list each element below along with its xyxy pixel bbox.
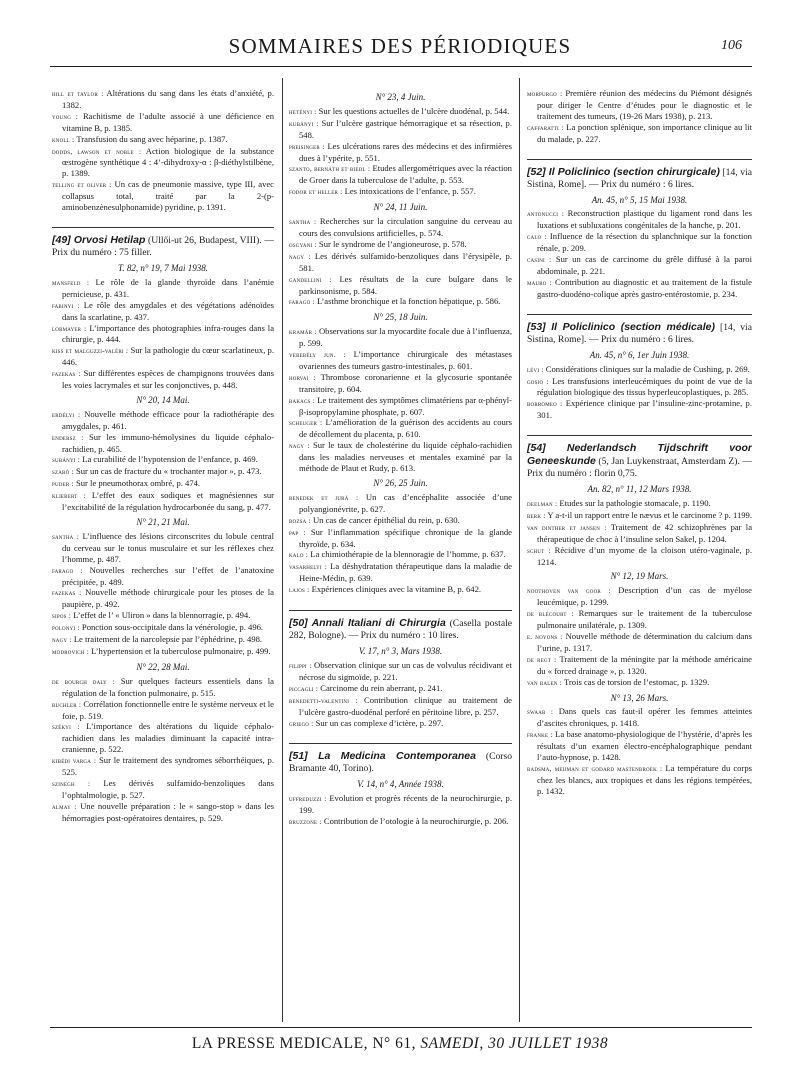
article-title: Le traitement de la narcolepsie par l’éphédrine, p. 498. [73, 634, 263, 645]
journal-details: [14, via Sistina, Rome]. — Prix du numéro : 6 lires. [527, 166, 752, 190]
article-entry [52, 88, 274, 111]
article-title: Un cas d’encéphalite associée d’une polyangionévrite, p. 627. [299, 491, 512, 514]
article-author: bruzzone : [289, 817, 322, 827]
article-entry [52, 111, 274, 134]
article-author: van balen : [527, 677, 562, 687]
article-author: griego : [289, 718, 314, 728]
article-title: Nouvelle méthode efficace pour la radiothérapie des amygdales, p. 461. [62, 408, 274, 431]
article-author: benedek et jurá : [289, 492, 359, 502]
article-title: Thrombose coronarienne et la glycosurie spontanée transitoire, p. 604. [299, 371, 512, 394]
article-entry [52, 432, 274, 455]
article-author: fazekas : [52, 588, 82, 598]
article-entry [52, 676, 274, 699]
article-author: gandellini : [289, 274, 332, 284]
article-entry [289, 251, 512, 274]
article-author: farago : [52, 565, 83, 575]
journal-details: [14, via Sistina, Rome]. — Prix du numéro : 6 lires. [527, 321, 752, 345]
article-title: Première réunion des médecins du Piémont désignés pour diriger le Centre d’études pour le diagnostic et le traitement des tumeurs, (19-26 Mars 1938), p. 213. [537, 88, 752, 121]
article-author: nagy : [289, 441, 310, 451]
page-header [50, 32, 750, 68]
header-rule [50, 66, 752, 67]
article-title: Sur le traitement des syndromes séborrhéiques, p. 525. [62, 755, 274, 778]
article-author: bakacs : [289, 395, 316, 405]
article-entry [289, 492, 512, 515]
page-footer [0, 1035, 800, 1053]
article-author: benedetti-valentini : [289, 695, 358, 705]
article-title: Sur l’ulcère gastrique hémorragique et sa résection, p. 548. [299, 117, 512, 140]
issue-heading: N° 13, 26 Mars. [610, 692, 669, 703]
article-entry [527, 510, 752, 522]
article-author: horvai : [289, 372, 316, 382]
article-title: Etudes allergométriques avec la réaction de Groer dans la tuberculose de l’adulte, p. 553. [299, 163, 512, 186]
article-title: Sur les questions actuelles de l’ulcère duodénal, p. 544. [318, 105, 510, 116]
article-entry [289, 660, 512, 683]
issue-heading: N° 26, 25 Juin. [373, 478, 428, 488]
article-entry [527, 88, 752, 122]
article-author: bozsa : [289, 515, 311, 525]
article-author: deelman : [527, 499, 558, 509]
article-title: Remarques sur le traitement de la tuberculose pulmonaire unilatérale, p. 1309. [537, 608, 752, 631]
article-title: Nouvelle méthode de détermination du calcium dans l’urine, p. 1317. [537, 631, 752, 653]
article-entry [289, 326, 512, 349]
article-author: de blécourt : [527, 609, 574, 619]
article-title: Nouvelle méthode chirurgicale pour les ptoses de la paupière, p. 492. [62, 587, 274, 610]
article-title: Reconstruction plastique du ligament rond dans les luxations et subluxations congénitales de la hanche, p. 201. [537, 208, 752, 231]
footer-publication: LA PRESSE MEDICALE, N° 61, [191, 1035, 417, 1052]
article-entry [527, 729, 752, 763]
article-author: szanto, bernáth et biedl : [289, 164, 371, 174]
article-author: farago : [289, 297, 315, 307]
article-author: schut : [527, 545, 551, 555]
article-title: Sur différentes espèces de champignons trouvées dans les voies lacrymales et sur les conjonctives, p. 448. [62, 368, 274, 391]
article-entry [289, 372, 512, 395]
article-entry [289, 793, 512, 816]
article-title: Etudes sur la pathologie stomacale, p. 1190. [559, 498, 711, 509]
article-title: La base anatomo-physiologique de l’hystérie, d’après les résultats d’un examen électro-encéphalographique pendant l’auto-hypnose, p. 1428. [537, 729, 752, 763]
article-entry [527, 398, 752, 421]
article-title: Les résultats de la cure bulgare dans le parkinsonisme, p. 584. [299, 273, 512, 296]
article-title: Observation clinique sur un cas de volvulus récidivant et nécrose du sigmoïde, p. 221. [299, 659, 512, 682]
article-entry [527, 522, 752, 545]
article-title: Sur quelques facteurs essentiels dans la régulation de la fonction pulmonaire, p. 515. [62, 675, 274, 698]
article-author: swaab : [527, 707, 554, 717]
article-entry [52, 277, 274, 300]
article-entry [527, 677, 752, 689]
article-title: Altérations du sang dans les états d’anxiété, p. 1382. [62, 88, 274, 110]
article-title: Trois cas de torsion de l’estomac, p. 1329. [563, 676, 710, 687]
article-author: fazekas : [52, 369, 81, 379]
issue-heading: N° 24, 11 Juin. [373, 202, 428, 213]
article-author: modrovich : [52, 646, 90, 656]
article-title: Le rôle de la glande thyroïde dans l’anémie pernicieuse, p. 431. [62, 276, 274, 299]
article-author: franke : [527, 730, 553, 740]
journal-name: [52] Il Policlinico (section chirurgicale) [527, 165, 720, 178]
article-title: La curabilité de l’hypotension de l’enfance, p. 469. [82, 454, 258, 465]
article-author: fodor et heller : [289, 187, 343, 197]
article-title: Sur l’inflammation spécifique chronique de la glande thyroïde, p. 634. [299, 526, 512, 549]
article-entry [289, 695, 512, 718]
issue-heading: An. 45, n° 5, 15 Mai 1938. [591, 194, 688, 205]
article-author: mansfeld : [52, 277, 90, 287]
article-title: La déshydratation thérapeutique dans la maladie de Heine-Médin, p. 639. [299, 561, 512, 584]
article-entry [52, 146, 274, 180]
article-title: L’amélioration de la guérison des accidents au cours de décollement du placenta, p. 610. [299, 417, 512, 440]
article-entry [289, 186, 512, 198]
journal-name: [50] Annali Italiani di Chirurgia [289, 617, 446, 630]
article-entry [52, 466, 274, 478]
article-author: sipos : [52, 611, 72, 621]
article-entry [289, 296, 512, 308]
article-entry [527, 608, 752, 631]
article-author: berk : [527, 510, 546, 520]
article-entry [289, 683, 512, 695]
article-entry [289, 584, 512, 596]
article-title: L’effet de l’ « Uliron » dans la blennorragie, p. 494. [73, 610, 251, 621]
article-title: Les dérivés sulfamido-benzoliques dans l’érysipèle, p. 581. [299, 250, 512, 273]
article-author: hetényi : [289, 106, 317, 116]
article-title: Les dérivés sulfamido-benzoliques dans l’ophtalmologie, p. 527. [62, 777, 274, 800]
article-title: Expérience clinique par l’insuline-zinc-protamine, p. 301. [537, 398, 752, 421]
article-author: kliebert : [52, 491, 86, 501]
article-author: nagy : [289, 251, 311, 261]
article-entry [52, 622, 274, 634]
article-entry [52, 646, 274, 658]
article-entry [527, 498, 752, 510]
article-author: telling et oliver : [52, 180, 112, 190]
article-entry [289, 561, 512, 584]
article-author: vasarhelyi : [289, 562, 328, 572]
article-title: La ponction splénique, son importance clinique au lit du malade, p. 227. [537, 121, 752, 144]
article-entry [52, 610, 274, 622]
article-title: Recherches sur la circulation sanguine du cerveau au cours des convulsions artificielles, p. 574. [299, 216, 512, 238]
journal-heading [289, 610, 512, 642]
article-title: Action biologique de la substance œstrogène synthétique 4 : 4’-dihydroxy-α : β-diéthylstilbène, p. 1389. [62, 145, 274, 179]
article-author: kalo : [289, 550, 309, 560]
footer-date: SAMEDI, 30 JUILLET 1938 [420, 1035, 609, 1052]
issue-heading: N° 25, 18 Juin. [373, 312, 428, 323]
article-entry [52, 300, 274, 323]
article-entry [289, 395, 512, 418]
article-author: hill et taylor : [52, 89, 104, 98]
issue-heading: N° 20, 14 Mai. [136, 394, 190, 405]
article-entry [289, 141, 512, 164]
article-title: Observations sur la myocardite focale due à l’influenza, p. 599. [299, 326, 512, 349]
page-title: SOMMAIRES DES PÉRIODIQUES [228, 34, 572, 58]
article-author: erdélyi : [52, 409, 81, 419]
article-entry [289, 274, 512, 297]
article-title: Y a-t-il un rapport entre le nævus et le carcinome ? p. 1199. [547, 509, 752, 520]
article-author: scheuger : [289, 418, 323, 428]
article-author: preisinger : [289, 141, 325, 151]
journal-heading [52, 227, 274, 259]
article-entry [527, 122, 752, 145]
article-author: szabó : [52, 467, 74, 477]
journal-details: (Corso Bramante 40, Torino). [289, 751, 512, 775]
journal-name: [54] Nederlandsch Tijdschrift voor Geneeskunde [527, 442, 752, 468]
column-divider [282, 78, 283, 1022]
article-title: La température du corps chez les blancs, aux tropiques et dans les régions tempérées, p. 1432. [537, 762, 752, 796]
article-author: knoll : [52, 134, 75, 144]
article-title: Corrélation fonctionnelle entre le système nerveux et le foie, p. 519. [62, 698, 274, 721]
article-title: Contribution clinique au traitement de l’ulcère gastro-duodénal perforé en péritoine libre, p. 257. [299, 694, 512, 717]
footer-rule [50, 1027, 752, 1028]
article-author: endersz : [52, 432, 84, 442]
article-title: Traitement de la méningite par la méthode américaine du « forced drainage », p. 1320. [537, 653, 752, 676]
article-title: Sur un cas complexe d’ictère, p. 297. [315, 717, 444, 728]
article-author: kibédi varga : [52, 756, 97, 766]
article-entry [52, 721, 274, 755]
article-entry [52, 323, 274, 346]
article-title: Nouvelles recherches sur l’effet de l’anatoxine précipitée, p. 489. [62, 564, 274, 587]
article-author: badsma, meijman et godard mastenbroek : [527, 763, 663, 773]
article-title: Expériences cliniques avec la vitamine B, p. 642. [311, 584, 482, 595]
article-entry [527, 654, 752, 677]
article-title: Les transfusions interleucémiques du point de vue de la régulation biologique des tissus hyperleucoplastiques, p. 285. [537, 375, 752, 398]
article-entry [289, 515, 512, 527]
article-author: subányi : [52, 455, 81, 465]
journal-name: [49] Orvosi Hetilap [52, 233, 146, 246]
article-entry [527, 364, 752, 376]
article-title: L’effet des eaux sodiques et magnésiennes sur l’excitabilité de la régulation hydrocarbonée du sang, p. 477. [62, 490, 274, 513]
journal-heading [289, 743, 512, 775]
article-title: Récidive d’un myome de la cloison utéro-vaginale, p. 1214. [537, 544, 752, 567]
article-title: Sur le pneumothorax ombré, p. 474. [75, 478, 201, 489]
article-entry [527, 763, 752, 797]
article-author: van dinther et jansen : [527, 522, 607, 532]
journal-details: (Casella postale 282, Bologne). — Prix du numéro : 10 lires. [289, 618, 512, 642]
article-entry [527, 706, 752, 729]
article-entry [52, 368, 274, 391]
article-author: polonyi : [52, 623, 80, 633]
article-author: kramár : [289, 327, 317, 337]
journal-details: (5, Jan Luykenstraat, Amsterdam Z). — Prix du numéro : florin 0,75. [527, 456, 752, 480]
article-entry [289, 417, 512, 440]
journal-heading [527, 159, 752, 191]
article-entry [52, 478, 274, 490]
article-title: Considérations cliniques sur la maladie de Cushing, p. 269. [545, 363, 750, 374]
article-title: Sur les immuno-hémolysines du liquide céphalo-rachidien, p. 465. [62, 431, 274, 454]
article-entry [52, 409, 274, 432]
article-author: dodds, lawson et noble : [52, 146, 142, 156]
issue-heading: An. 82, n° 11, 12 Mars 1938. [587, 484, 692, 495]
article-author: de bourgh daly : [52, 676, 115, 686]
article-author: székyi : [52, 722, 80, 732]
article-entry [289, 527, 512, 550]
article-author: verebély jun. : [289, 350, 346, 360]
article-entry [527, 208, 752, 231]
article-entry [52, 565, 274, 588]
article-entry [52, 345, 274, 368]
article-author: kubányi : [289, 118, 319, 128]
article-author: borromeo : [527, 399, 563, 409]
article-entry [527, 585, 752, 608]
article-author: puder : [52, 479, 74, 489]
issue-heading: T. 82, n° 19, 7 Mai 1938. [118, 262, 208, 273]
article-title: Influence de la résection du splanchnique sur la fonction rénale, p. 209. [537, 231, 752, 254]
column-divider [519, 78, 520, 1022]
article-title: L’importance des altérations du liquide céphalo-rachidien dans les maladies diminuant la capacité intra-cranienne, p. 522. [62, 721, 274, 755]
column-3 [527, 88, 752, 1023]
article-entry [52, 778, 274, 801]
article-title: Description d’un cas de myélose leucémique, p. 1299. [537, 585, 752, 608]
article-author: fabinyi : [52, 300, 80, 310]
article-author: e. noyons : [527, 632, 563, 641]
article-title: Le traitement des symptômes climatériens par α-phényl-β-isopropylamine phosphate, p. 607. [299, 394, 512, 417]
article-entry [52, 634, 274, 646]
article-author: kiss et malguzzi-valéri : [52, 346, 129, 356]
article-title: Carcinome du rein aberrant, p. 241. [320, 682, 443, 693]
article-title: Sur le taux de cholestérine du liquide céphalo-rachidien dans les maladies nerveuses et mentales examiné par la méthode de Plaut et Rudy, p. 613. [299, 440, 512, 474]
article-author: morpurgo : [527, 89, 563, 98]
article-title: Contribution au diagnostic et au traitement de la fistule gastro-duodéno-colique après gastro-entérostomie, p. 234. [537, 276, 752, 299]
article-title: Un cas de cancer épithélial du rein, p. 630. [312, 514, 460, 525]
article-entry [52, 699, 274, 722]
article-entry [527, 631, 752, 654]
article-title: Evolution et progrès récents de la neurochirurgie, p. 199. [299, 793, 512, 816]
article-entry [289, 239, 512, 251]
article-title: Ponction sous-occipitale dans la vénérologie, p. 496. [81, 622, 264, 633]
article-author: lobmayer : [52, 323, 87, 333]
article-entry [289, 718, 512, 730]
article-author: buchler : [52, 699, 82, 709]
article-title: Dans quels cas faut-il opérer les femmes atteintes d’ascites chroniques, p. 1418. [537, 706, 752, 729]
article-title: L’importance des photographies infra-rouges dans la chirurgie, p. 444. [62, 322, 274, 345]
article-entry [289, 118, 512, 141]
article-title: L’hypertension et la tuberculose pulmonaire, p. 499. [91, 645, 271, 656]
article-entry [52, 134, 274, 146]
article-author: lajos : [289, 585, 310, 595]
article-entry [289, 349, 512, 372]
article-entry [289, 816, 512, 828]
journal-details: (Ullői-ut 26, Budapest, VIII). — Prix du numéro : 75 filler. [52, 234, 274, 258]
article-title: Sur la pathologie du cœur scarlatineux, p. 446. [62, 345, 274, 368]
article-title: Un cas de pneumonie massive, type III, avec collapsus total, traité par la 2-(p-aminobenzènesulphonamide) pyridine, p. 1391. [62, 179, 274, 213]
article-entry [52, 531, 274, 565]
issue-heading: N° 23, 4 Juin. [375, 92, 426, 102]
article-title: La chimiothérapie de la blennoragie de l’homme, p. 637. [310, 549, 506, 560]
article-author: antonucci : [527, 209, 565, 219]
issue-heading: N° 22, 28 Mai. [136, 661, 190, 672]
article-entry [289, 549, 512, 561]
page-number: 106 [721, 38, 742, 53]
article-entry [289, 163, 512, 186]
article-title: L’asthme bronchique et la fonction hépatique, p. 586. [316, 296, 501, 307]
column-1 [52, 88, 274, 1023]
article-author: santha : [289, 217, 317, 227]
article-title: Traitement de 42 schizophrènes par la thérapeutique de choc à l’insuline selon Sakel, p. 1204. [537, 521, 752, 544]
article-author: santha : [52, 531, 80, 541]
article-entry [52, 587, 274, 610]
article-entry [289, 440, 512, 474]
article-author: young : [52, 111, 79, 121]
issue-heading: N° 21, 21 Mai. [136, 517, 190, 527]
article-title: Sur un cas de carcinome du grêle diffusé à la paroi abdominale, p. 221. [537, 254, 752, 276]
article-entry [527, 277, 752, 300]
article-title: Les ulcérations rares des médecins et des infirmières dues à l’ypérite, p. 551. [299, 140, 512, 163]
article-author: gosio : [527, 376, 549, 386]
journal-name: [51] La Medicina Contemporanea [289, 750, 476, 763]
article-title: Transfusion du sang avec héparine, p. 1387. [76, 133, 228, 144]
article-title: Les intoxications de l’enfance, p. 557. [344, 186, 476, 197]
article-author: de regt : [527, 654, 557, 664]
journal-heading [527, 435, 752, 480]
column-2 [289, 88, 512, 1023]
article-author: caffaratti : [527, 122, 564, 132]
article-entry [289, 106, 512, 118]
article-author: uffreduzzi : [289, 794, 327, 804]
article-title: Contribution de l’otologie à la neurochirurgie, p. 206. [323, 816, 509, 827]
issue-heading: V. 14, n° 4, Année 1938. [357, 779, 444, 790]
article-title: Sur un cas de fracture du « trochanter major », p. 473. [75, 466, 262, 477]
article-author: osgyani : [289, 239, 317, 249]
article-title: Rachitisme de l’adulte associé à une déficience en vitamine B, p. 1385. [62, 110, 274, 133]
article-entry [52, 801, 274, 824]
article-author: noothoven van goor : [527, 586, 611, 596]
journal-heading [527, 314, 752, 346]
article-title: Une nouvelle préparation : le « sango-stop » dans les hémorragies post-opératoires dentaires, p. 529. [62, 800, 274, 823]
issue-heading: N° 12, 19 Mars. [610, 571, 669, 582]
article-author: mauro : [527, 277, 552, 287]
article-author: casini : [527, 255, 552, 265]
journal-name: [53] Il Policlinico (section médicale) [527, 320, 715, 333]
article-title: Sur le syndrome de l’angioneurose, p. 578. [318, 238, 467, 249]
article-entry [527, 231, 752, 254]
article-author: filippi : [289, 660, 312, 670]
article-author: szinegh : [52, 778, 91, 788]
article-author: almay : [52, 801, 77, 811]
article-title: L’importance chirurgicale des métastases ovariennes des tumeurs gastro-intestinales, p. 601. [299, 349, 512, 371]
article-entry [52, 179, 274, 213]
article-entry [527, 545, 752, 568]
article-title: Le rôle des amygdales et des végétations adénoïdes dans la scarlatine, p. 437. [62, 299, 274, 322]
article-author: lévi : [527, 364, 544, 374]
article-author: nagy : [52, 635, 72, 645]
article-entry [527, 376, 752, 399]
article-title: L’influence des lésions circonscrites du lobule central du cerveau sur le tonus musculaire et sur les réflexes chez l’homme, p. 487. [62, 530, 274, 564]
article-author: calo : [527, 232, 547, 242]
article-entry [52, 755, 274, 778]
article-entry [52, 490, 274, 513]
article-entry [289, 216, 512, 239]
article-entry [527, 254, 752, 277]
issue-heading: V. 17, n° 3, Mars 1938. [358, 646, 443, 657]
issue-heading: An. 45, n° 6, 1er Juin 1938. [589, 349, 690, 360]
article-entry [52, 454, 274, 466]
article-author: pap : [289, 527, 306, 537]
article-author: piccagli : [289, 683, 319, 693]
